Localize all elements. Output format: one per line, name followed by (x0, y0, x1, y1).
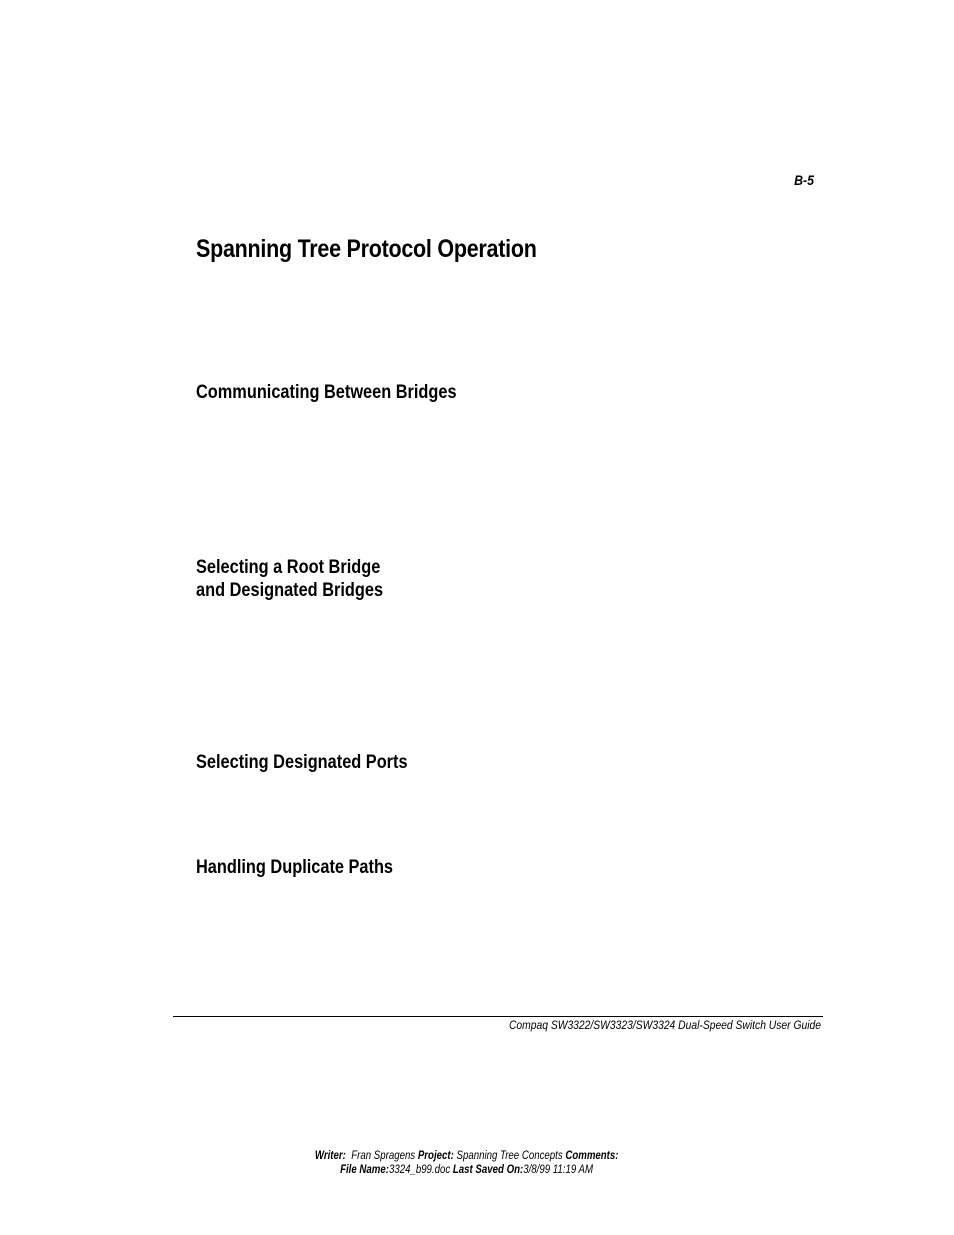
doc-info-line-2 (0, 1164, 934, 1176)
comments-label: Comments: (565, 1150, 619, 1162)
filename-label: File Name: (340, 1164, 390, 1176)
section-heading-line: Communicating Between Bridges (196, 382, 457, 403)
lastsaved-value: 3/8/99 11:19 AM (523, 1164, 594, 1176)
project-value: Spanning Tree Concepts (456, 1150, 563, 1162)
section-heading-handling-duplicate-paths (196, 856, 393, 879)
section-heading-line: Handling Duplicate Paths (196, 857, 394, 878)
doc-info-line-1 (0, 1150, 934, 1162)
section-heading-line: Selecting a Root Bridge (196, 557, 381, 578)
section-heading-selecting-designated-ports (196, 751, 408, 774)
footer-guide-title: Compaq SW3322/SW3323/SW3324 Dual-Speed Switch User Guide (508, 1018, 821, 1032)
lastsaved-label: Last Saved On: (453, 1164, 524, 1176)
project-label: Project: (418, 1150, 455, 1162)
filename-value: 3324_b99.doc (389, 1164, 451, 1176)
section-heading-line: and Designated Bridges (196, 580, 384, 601)
footer-divider (173, 1016, 823, 1017)
section-heading-selecting-root-bridge (196, 556, 383, 602)
chapter-title: Spanning Tree Protocol Operation (196, 235, 537, 263)
section-heading-communicating-between-bridges (196, 381, 457, 404)
writer-value: Fran Spragens (351, 1150, 416, 1162)
page-number: B-5 (794, 172, 814, 188)
writer-label: Writer: (315, 1150, 347, 1162)
section-heading-line: Selecting Designated Ports (196, 752, 408, 773)
